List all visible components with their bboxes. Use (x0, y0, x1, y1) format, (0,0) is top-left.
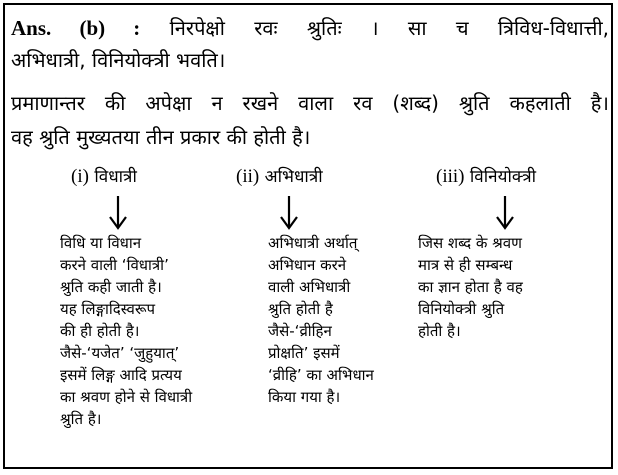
type-heading-vidhatri (71, 166, 137, 188)
down-arrow-icon (279, 195, 299, 231)
down-arrow-icon (495, 195, 515, 231)
sanskrit-definition-continued: अभिधात्री, विनियोक्त्री भवति। (11, 48, 226, 72)
description-line: प्रोक्षति’ इसमें (268, 344, 340, 362)
description-line: श्रुति है। (60, 410, 102, 428)
type-name: अभिधात्री (264, 167, 323, 187)
description-line: की ही होती है। (60, 322, 140, 340)
description-line: जैसे-‘व्रीहिन (268, 322, 332, 340)
description-line: श्रुति होती है (268, 300, 333, 318)
description-line: का श्रवण होने से विधात्री (60, 388, 193, 406)
description-line: करने वाली ‘विधात्री’ (60, 256, 169, 274)
type-description-vidhatri (60, 232, 192, 430)
type-description-abhidhatri (268, 232, 374, 408)
description-line: ‘व्रीहि’ का अभिधान (268, 366, 374, 384)
type-number: (iii) (436, 166, 465, 187)
explanation-line-1: प्रमाणान्तर की अपेक्षा न रखने वाला रव (शब्द) श्रुति कहलाती है। (11, 91, 609, 115)
answer-box (3, 3, 613, 469)
type-heading-abhidhatri (236, 166, 323, 188)
answer-label: Ans. (b) : (11, 16, 141, 40)
description-line: विधि या विधान (60, 234, 142, 252)
description-line: यह लिङ्गादिस्वरूप (60, 300, 156, 318)
type-heading-viniyoktri (436, 166, 536, 188)
description-line: जिस शब्द के श्रवण (418, 234, 522, 252)
description-line: श्रुति कही जाती है। (60, 278, 162, 296)
description-line: अभिधान करने (268, 256, 347, 274)
answer-line-1 (11, 13, 609, 44)
description-line: विनियोक्त्री श्रुति (418, 300, 505, 318)
description-line: इसमें लिङ्ग आदि प्रत्यय (60, 366, 182, 384)
type-name: विधात्री (94, 167, 137, 187)
description-line: जैसे-‘यजेत’ ‘जुहुयात्’ (60, 344, 180, 362)
description-line: का ज्ञान होता है वह (418, 278, 523, 296)
type-number: (i) (71, 166, 89, 187)
description-line: किया गया है। (268, 388, 341, 406)
description-line: होती है। (418, 322, 461, 340)
description-line: मात्र से ही सम्बन्ध (418, 256, 513, 274)
type-name: विनियोक्त्री (469, 167, 537, 187)
description-line: अभिधात्री अर्थात् (268, 234, 358, 252)
type-description-viniyoktri (418, 232, 523, 342)
type-number: (ii) (236, 166, 260, 187)
explanation-line-2: वह श्रुति मुख्यतया तीन प्रकार की होती है। (11, 125, 311, 149)
sanskrit-definition: निरपेक्षो रवः श्रुतिः । सा च त्रिविध-विधात्ती, (169, 16, 609, 40)
description-line: वाली अभिधात्री (268, 278, 351, 296)
down-arrow-icon (108, 195, 128, 231)
